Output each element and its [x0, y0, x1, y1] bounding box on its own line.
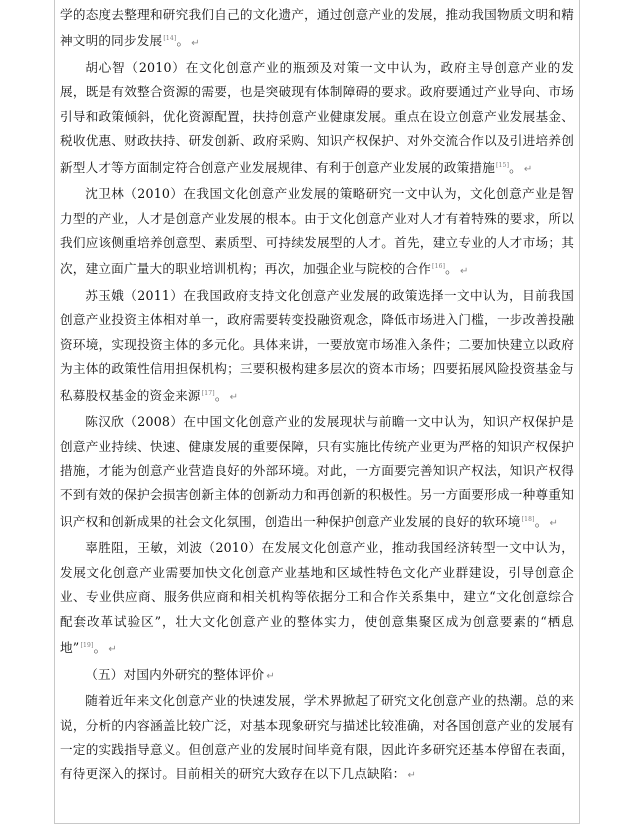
paragraph-mark-icon: ↵	[407, 770, 417, 782]
paragraph-text: 沈卫林（2010）在我国文化创意产业发展的策略研究一文中认为，文化创意产业是智力型的产业，人才是创意产业发展的根本。由于文化创意产业对人才有着特殊的要求，所以我们应该侧重培养创意型、素质型、可持续发展型的人才。首先，建立专业的人才市场；其次，建立面广量大的职业培训机构；再次，加强企业与院校的合作	[60, 186, 574, 277]
paragraph-text: 辜胜阻，王敏，刘波（2010）在发展文化创意产业，推动我国经济转型一文中认为，发展文化创意产业需要加快文化创意产业基地和区域性特色文化产业群建设，引导创意企业、专业供应商、服务供应商和相关机构等依据分工和合作关系集中，建立“文化创意综合配套改革试验区”，壮大文化创意产业的整体实力，使创意集聚区成为创意要素的“栖息地”	[60, 540, 574, 656]
paragraph-5	[60, 410, 574, 536]
paragraph-text: 苏玉娥（2011）在我国政府支持文化创意产业发展的政策选择一文中认为，目前我国创意产业投资主体相对单一，政府需要转变投融资观念，降低市场进入门槛，一步改善投融资环境，实现投资主体的多元化。具体来讲，一要放宽市场准入条件；二要加快建立以政府为主体的政策性信用担保机构；三要积极构建多层次的资本市场；四要拓展风险投资基金与私募股权基金的资金来源	[60, 288, 574, 403]
citation-ref: [19]	[80, 642, 94, 650]
paragraph-text: 陈汉欣（2008）在中国文化创意产业的发展现状与前瞻一文中认为，知识产权保护是创意产业持续、快速、健康发展的重要保障，只有实施比传统产业更为严格的知识产权保护措施，才能为创意产业营造良好的外部环境。对此，一方面要完善知识产权法，知识产权得不到有效的保护会损害创新主体的创新动力和再创新的积极性。另一方面要形成一种尊重知识产权和创新成果的社会文化氛围，创造出一种保护创意产业发展的良好的软环境	[60, 414, 574, 530]
paragraph-2	[60, 56, 574, 182]
paragraph-1	[60, 3, 574, 56]
paragraph-mark-icon: ↵	[108, 644, 117, 656]
paragraph-mark-icon: ↵	[459, 265, 469, 277]
document-body	[60, 3, 574, 789]
paragraph-text: 学的态度去整理和研究我们自己的文化遗产，通过创意产业的发展，推动我国物质文明和精神文明的同步发展	[60, 7, 574, 49]
section-heading	[60, 663, 574, 689]
paragraph-end: 。	[93, 640, 107, 656]
paragraph-mark-icon: ↵	[229, 391, 239, 403]
paragraph-6	[60, 536, 574, 662]
paragraph-end: 。	[509, 159, 522, 175]
paragraph-mark-icon: ↵	[266, 670, 275, 682]
paragraph-7	[60, 689, 574, 789]
paragraph-3	[60, 182, 574, 284]
paragraph-end: 。	[176, 33, 190, 49]
citation-ref: [17]	[201, 389, 215, 397]
citation-ref: [14]	[163, 35, 177, 43]
paragraph-mark-icon: ↵	[191, 37, 200, 49]
heading-text: （五）对国内外研究的整体评价	[85, 666, 265, 682]
citation-ref: [16]	[432, 263, 446, 271]
paragraph-text: 随着近年来文化创意产业的快速发展，学术界掀起了研究文化创意产业的热潮。总的来说，分析的内容涵盖比较广泛，对基本现象研究与描述比较准确，对各国创意产业的发展有一定的实践指导意义。但创意产业的发展时间毕竟有限，因此许多研究还基本停留在表面，有待更深入的探讨。目前相关的研究大致存在以下几点缺陷：	[60, 693, 574, 782]
paragraph-mark-icon: ↵	[523, 163, 533, 175]
paragraph-end: 。	[534, 514, 548, 530]
paragraph-text: 胡心智（2010）在文化创意产业的瓶颈及对策一文中认为，政府主导创意产业的发展，既是有效整合资源的需要，也是突破现有体制障碍的要求。政府要通过产业导向、市场引导和政策倾斜，优化资源配置，扶持创意产业健康发展。重点在设立创意产业发展基金、税收优惠、财政扶持、研发创新、政府采购、知识产权保护、对外交流合作以及引进培养创新型人才等方面制定符合创意产业发展规律、有利于创意产业发展的政策措施	[60, 60, 574, 175]
citation-ref: [15]	[496, 161, 510, 169]
paragraph-mark-icon: ↵	[549, 518, 559, 530]
citation-ref: [18]	[521, 515, 535, 523]
paragraph-4	[60, 284, 574, 410]
paragraph-end: 。	[214, 387, 228, 403]
paragraph-end: 。	[445, 261, 458, 277]
